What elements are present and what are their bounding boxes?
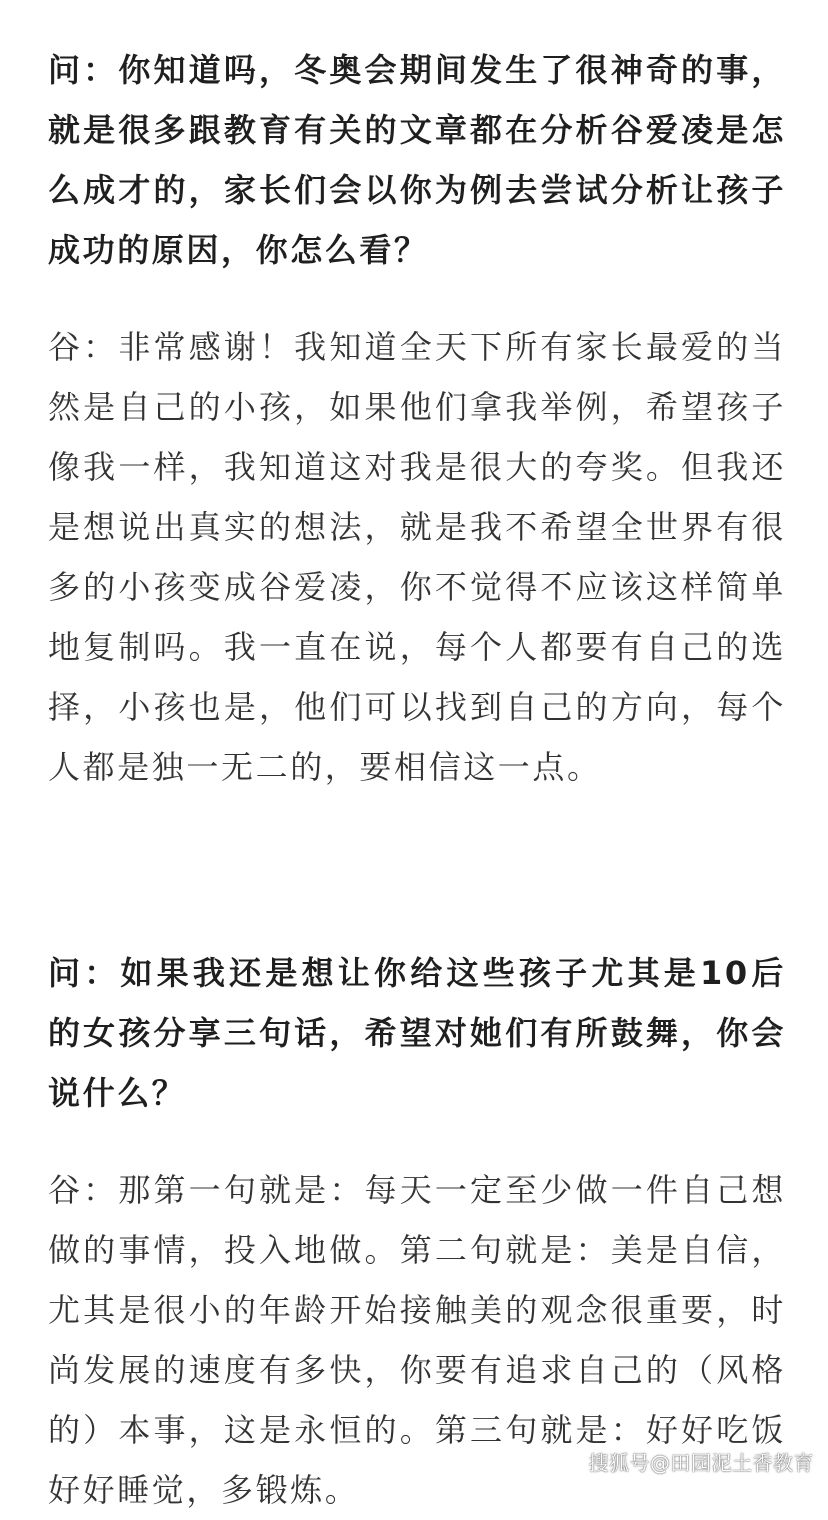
paragraph-spacer: [48, 280, 786, 317]
watermark-text: 搜狐号@田园泥土香教育: [588, 1451, 814, 1475]
question-2: 问：如果我还是想让你给这些孩子尤其是10后的女孩分享三句话，希望对她们有所鼓舞，你会说什么？: [48, 954, 786, 1112]
article-body: [48, 40, 786, 1520]
question-1: 问：你知道吗，冬奥会期间发生了很神奇的事，就是很多跟教育有关的文章都在分析谷爱凌是怎么成才的，家长们会以你为例去尝试分析让孩子成功的原因，你怎么看？: [48, 51, 786, 269]
section-spacer: [48, 797, 786, 943]
sohu-watermark: [589, 1447, 815, 1476]
paragraph-spacer: [48, 1123, 786, 1160]
answer-1: 谷：非常感谢！我知道全天下所有家长最爱的当然是自己的小孩，如果他们拿我举例，希望孩子像我一样，我知道这对我是很大的夸奖。但我还是想说出真实的想法，就是我不希望全世界有很多的小孩变成谷爱凌，你不觉得不应该这样简单地复制吗。我一直在说，每个人都要有自己的选择，小孩也是，他们可以找到自己的方向，每个人都是独一无二的，要相信这一点。: [48, 328, 786, 786]
answer-2: 谷：那第一句就是：每天一定至少做一件自己想做的事情，投入地做。第二句就是：美是自信，尤其是很小的年龄开始接触美的观念很重要，时尚发展的速度有多快，你要有追求自己的（风格的）本事，这是永恒的。第三句就是：好好吃饭好好睡觉，多锻炼。: [48, 1171, 786, 1509]
